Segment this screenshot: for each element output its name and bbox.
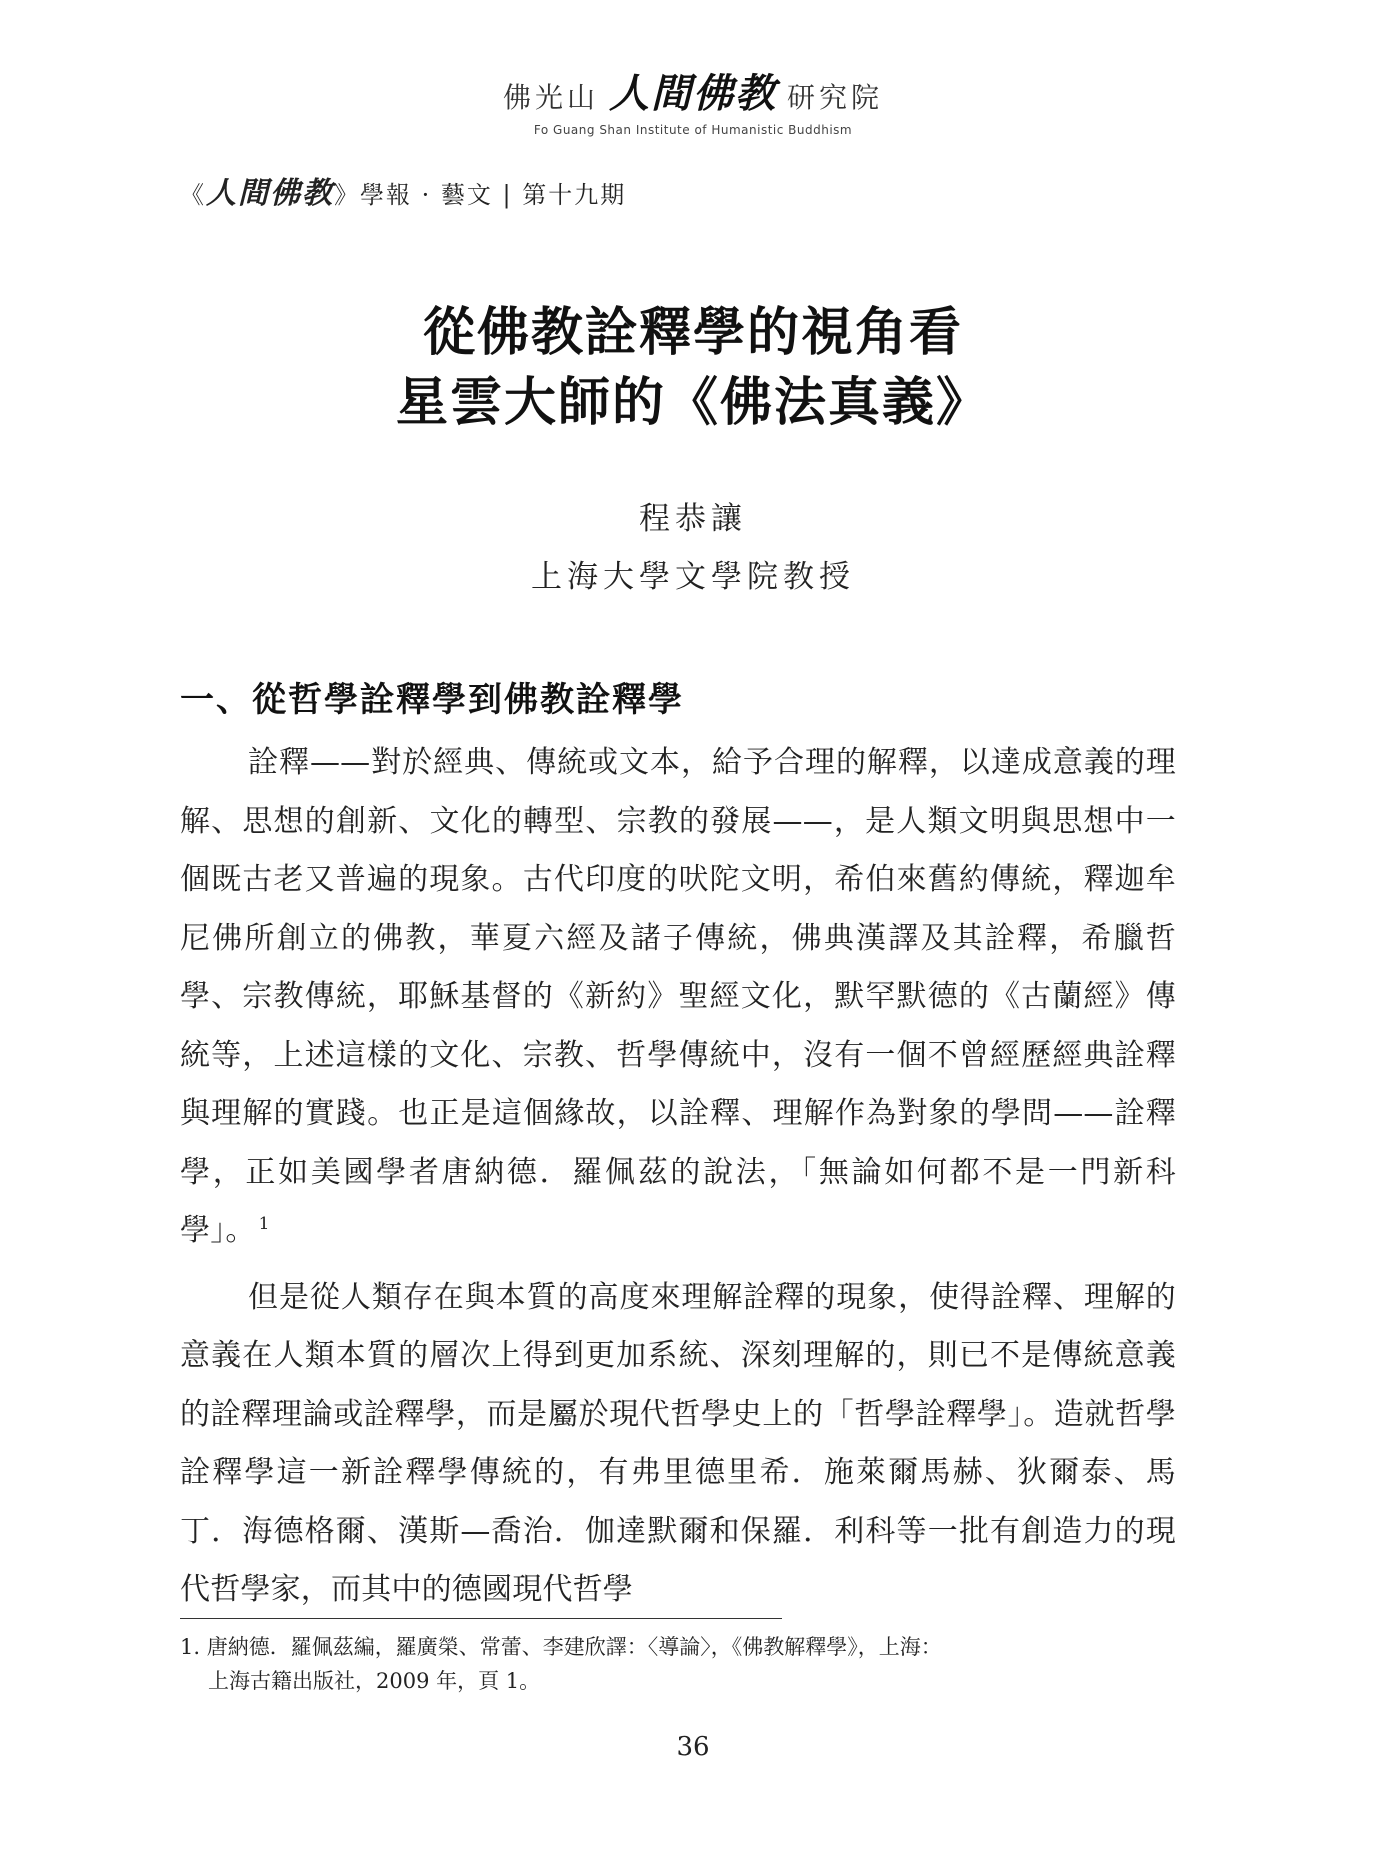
body-paragraph-2: 但是從人類存在與本質的高度來理解詮釋的現象，使得詮釋、理解的意義在人類本質的層次上得到更加系統、深刻理解的，則已不是傳統意義的詮釋理論或詮釋學，而是屬於現代哲學史上的「哲學詮釋學」。造就哲學詮釋學這一新詮釋學傳統的，有弗里德里希．施萊爾馬赫、狄爾泰、馬丁．海德格爾、漢斯—喬治．伽達默爾和保羅．利科等一批有創造力的現代哲學家，而其中的德國現代哲學: [180, 1279, 1176, 1607]
footnote-1-line-1: 1. 唐納德．羅佩茲編，羅廣榮、常蕾、李建欣譯：〈導論〉，《佛教解釋學》，上海：: [180, 1635, 942, 1659]
page-number: 36: [676, 1732, 710, 1762]
section-heading: 一、從哲學詮釋學到佛教詮釋學: [180, 680, 684, 720]
journal-brand-logo: 人間佛教: [206, 176, 334, 211]
institute-header: [0, 62, 1386, 137]
institute-english-name: Fo Guang Shan Institute of Humanistic Buddhism: [533, 123, 853, 137]
author-name: 程恭讓: [639, 501, 747, 537]
journal-running-head: [180, 168, 626, 212]
institute-name-right: 研究院: [787, 81, 884, 114]
institute-name-left: 佛光山: [502, 81, 599, 114]
institute-name: [0, 62, 1386, 119]
author-affiliation: 上海大學文學院教授: [531, 559, 855, 595]
journal-issue-info: 》學報 · 藝文 | 第十九期: [334, 181, 627, 209]
article-body: [180, 734, 1176, 1628]
institute-brand-logo: 人間佛教: [609, 70, 777, 117]
body-paragraph-1: [180, 734, 1176, 1261]
article-title: [0, 298, 1386, 438]
article-title-line-1: 從佛教詮釋學的視角看: [422, 302, 963, 363]
footnote-1-line-2: 上海古籍出版社，2009 年，頁 1。: [208, 1669, 541, 1693]
article-title-line-2: 星雲大師的《佛法真義》: [395, 372, 990, 433]
footnote-divider: [180, 1618, 782, 1619]
body-paragraph-1-text: 詮釋——對於經典、傳統或文本，給予合理的解釋，以達成意義的理解、思想的創新、文化的轉型、宗教的發展——，是人類文明與思想中一個既古老又普遍的現象。古代印度的吠陀文明，希伯來舊約傳統，釋迦牟尼佛所創立的佛教，華夏六經及諸子傳統，佛典漢譯及其詮釋，希臘哲學、宗教傳統，耶穌基督的《新約》聖經文化，默罕默德的《古蘭經》傳統等，上述這樣的文化、宗教、哲學傳統中，沒有一個不曾經歷經典詮釋與理解的實踐。也正是這個緣故，以詮釋、理解作為對象的學問——詮釋學，正如美國學者唐納德．羅佩茲的說法，「無論如何都不是一門新科學」。: [180, 745, 1176, 1248]
author-block: [0, 490, 1386, 606]
footnote-reference-1[interactable]: 1: [258, 1214, 270, 1234]
footnote-1: [180, 1630, 1176, 1698]
journal-bracket-open: 《: [180, 181, 206, 209]
